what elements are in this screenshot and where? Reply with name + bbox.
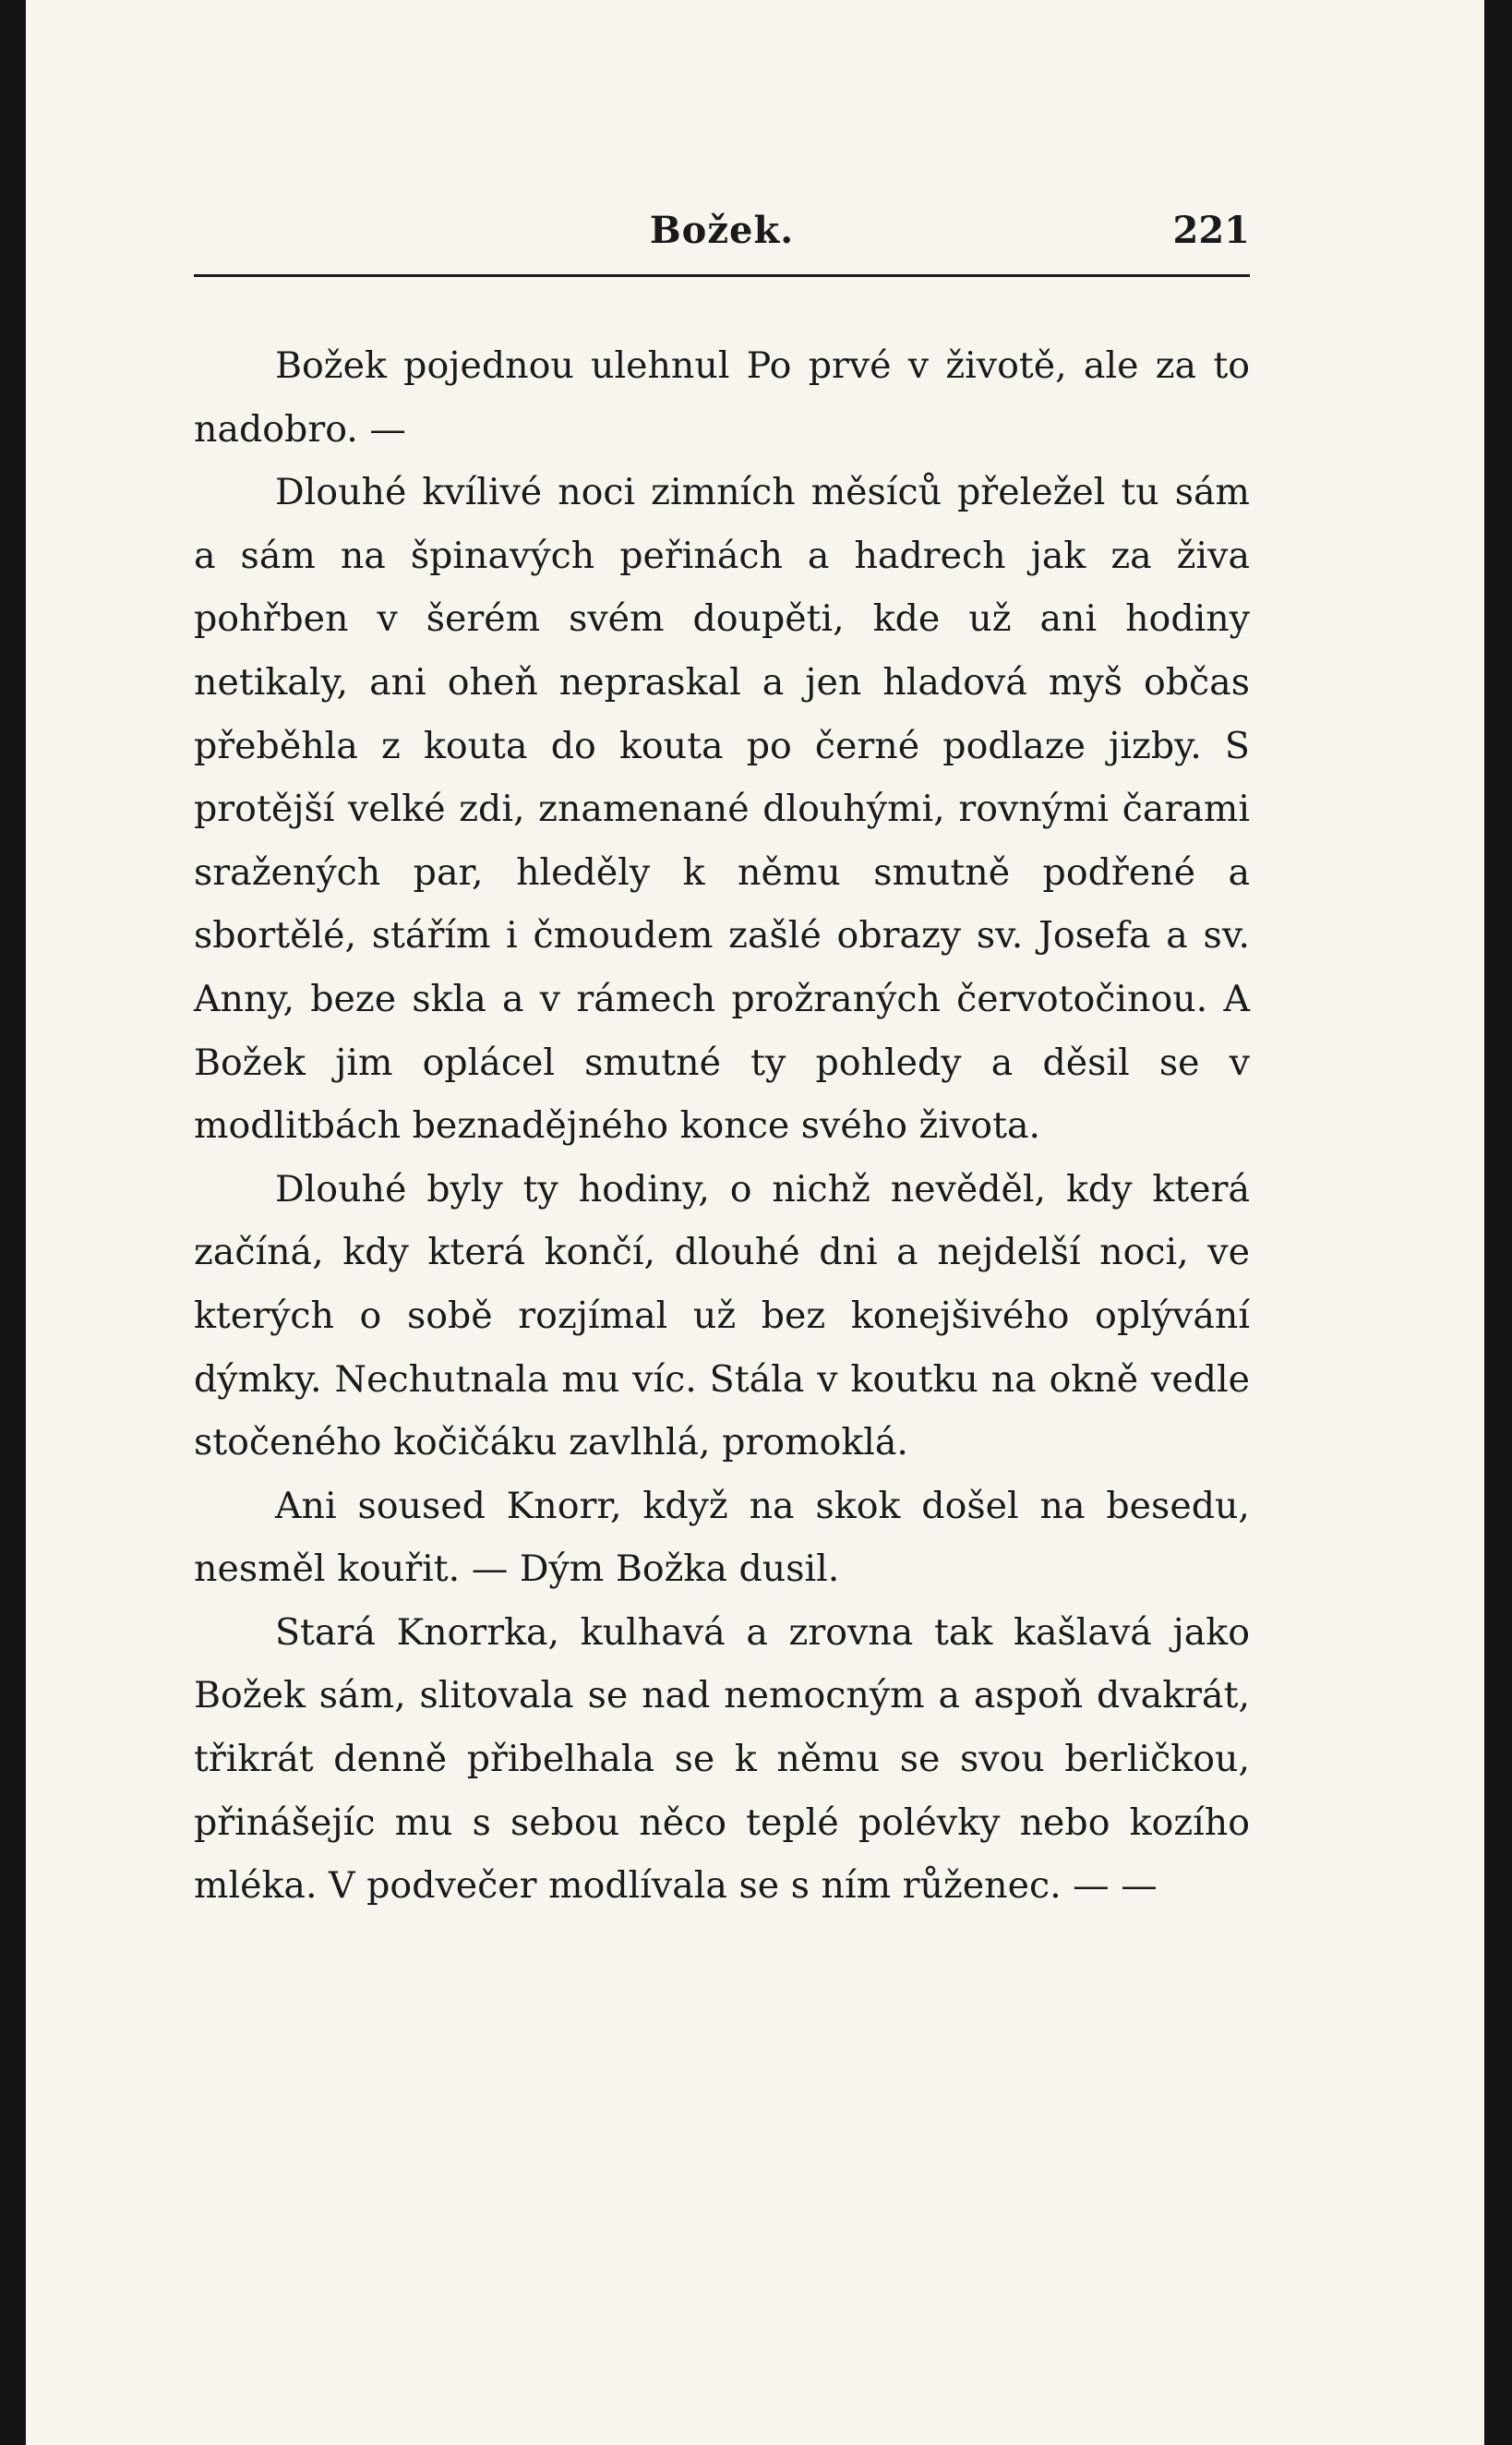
- book-page: [26, 0, 1484, 2445]
- body-text: [194, 334, 1250, 1918]
- running-title: Božek.: [649, 209, 795, 252]
- header-rule: [194, 274, 1250, 277]
- paragraph-4: Ani soused Knorr, když na skok došel na besedu, nesměl kouřit. — Dým Božka dusil.: [194, 1484, 1250, 1591]
- page-number: 221: [1172, 209, 1250, 252]
- paragraph-3: Dlouhé byly ty hodiny, o nichž nevěděl, kdy která začíná, kdy která končí, dlouhé dni a nejdelší noci, ve kterých o sobě rozjímal už bez konejšivého oplývání dýmky. Nechutnala mu víc. Stála v koutku na okně vedle stočeného kočičáku zavlhlá, promoklá.: [194, 1167, 1250, 1464]
- paragraph-1: Božek pojednou ulehnul Po prvé v životě, ale za to nadobro. —: [194, 344, 1250, 451]
- paragraph-2: Dlouhé kvílivé noci zimních měsíců přeležel tu sám a sám na špinavých peřinách a hadrech jak za živa pohřben v šerém svém doupěti, kde už ani hodiny netikaly, ani oheň nepraskal a jen hladová myš občas přeběhla z kouta do kouta po černé podlaze jizby. S protější velké zdi, znamenané dlouhými, rovnými čarami sražených par, hleděly k němu smutně podřené a sbortělé, stářím i čmoudem zašlé obrazy sv. Josefa a sv. Anny, beze skla a v rámech prožraných červotočinou. A Božek jim oplácel smutné ty pohledy a děsil se v modlitbách beznadějného konce svého života.: [194, 471, 1250, 1148]
- paragraph-5: Stará Knorrka, kulhavá a zrovna tak kašlavá jako Božek sám, slitovala se nad nemocným a aspoň dvakrát, třikrát denně přibelhala se k němu se svou berličkou, přinášejíc mu s sebou něco teplé polévky nebo kozího mléka. V podvečer modlívala se s ním růženec. — —: [194, 1610, 1250, 1908]
- page-header: [194, 209, 1250, 264]
